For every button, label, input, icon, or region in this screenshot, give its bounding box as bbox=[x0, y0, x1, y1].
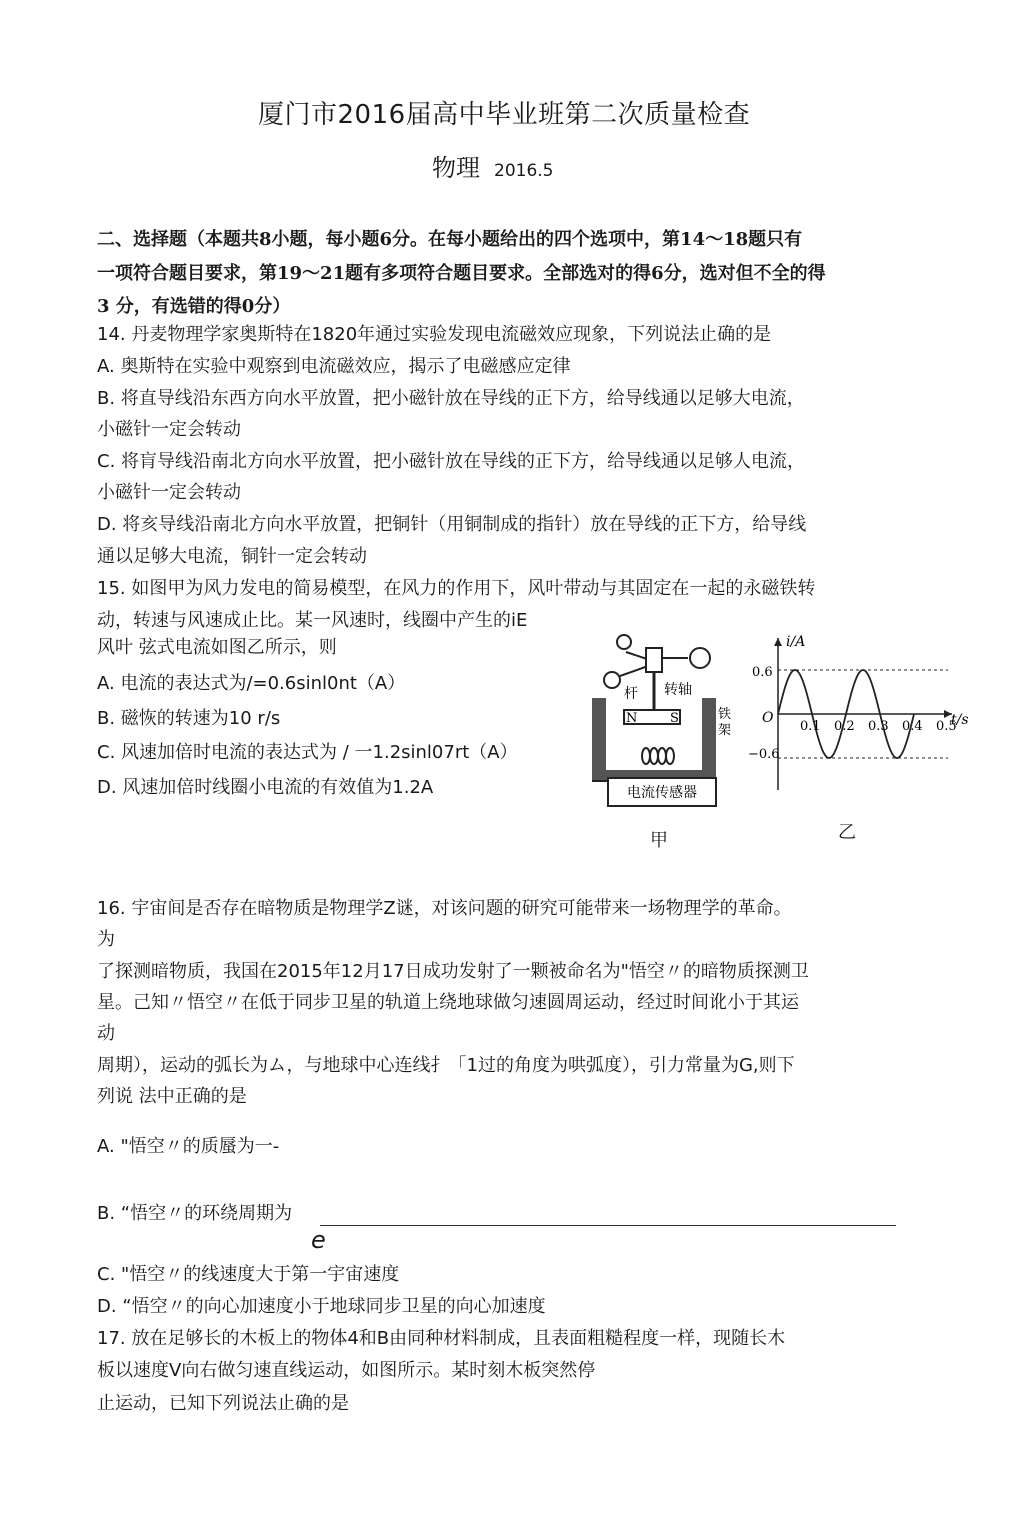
q16-line2: 为 bbox=[97, 929, 115, 950]
label-s: S bbox=[670, 711, 679, 726]
q14-option-a: A. 奥斯特在实验中观察到电流磁效应，揭示了电磁感应定律 bbox=[97, 356, 571, 377]
q16-b-symbol: e bbox=[311, 1226, 326, 1254]
chart-ytick-neg: −0.6 bbox=[748, 747, 780, 762]
q14-stem: 14. 丹麦物理学家奥斯特在1820年通过实验发现电流磁效应现象，下列说法止确的是 bbox=[97, 324, 772, 345]
q17-line3: 止运动，已知下列说法止确的是 bbox=[97, 1393, 349, 1414]
q14-option-c-line1: C. 将肓导线沿南北方向水平放置，把小磁针放在导线的正下方，给导线通以足够人电流， bbox=[97, 451, 806, 472]
figure-jia-caption: 甲 bbox=[650, 830, 668, 851]
figure-yi-caption: 乙 bbox=[838, 822, 856, 843]
q16-option-c: C. "悟空〃的线速度大于第一宇宙速度 bbox=[97, 1264, 400, 1285]
chart-xtick-label: 0.1 bbox=[800, 719, 821, 734]
q15-stem-line1: 15. 如图甲为风力发电的简易模型，在风力的作用下，风叶带动与其固定在一起的永磁铁转 bbox=[97, 578, 816, 599]
chart-axes bbox=[774, 638, 952, 790]
q16-option-d: D. “悟空〃的向心加速度小于地球同步卫星的向心加速度 bbox=[97, 1296, 546, 1317]
chart-xtick-label: 0.5 bbox=[936, 719, 957, 734]
label-frame-2: 架 bbox=[718, 723, 732, 738]
label-shaft: 转轴 bbox=[664, 682, 692, 698]
figure-sine-current bbox=[746, 630, 971, 800]
coil-icon bbox=[642, 748, 674, 764]
q15-stem-line2: 动，转速与风速成止比。某一风速时，线圈中产生的iE bbox=[97, 610, 528, 631]
label-rod: 杆 bbox=[624, 686, 638, 702]
q14-option-d-line1: D. 将亥导线沿南北方向水平放置，把铜针（用铜制成的指针）放在导线的正下方，给导线 bbox=[97, 514, 807, 535]
label-frame-1: 铁 bbox=[718, 707, 732, 722]
q16-line6: 周期），运动的弧长为ム，与地球中心连线扌「1过的角度为哄弧度），引力常量为G,则下 bbox=[97, 1055, 795, 1076]
chart-ylabel: i/A bbox=[786, 634, 806, 650]
q16-option-b: B. “悟空〃的环绕周期为 bbox=[97, 1203, 293, 1224]
figure-wind-generator bbox=[590, 628, 740, 808]
exam-date: 2016.5 bbox=[494, 161, 554, 181]
q14-option-b-line2: 小磁针一定会转动 bbox=[97, 419, 241, 440]
q15-option-b: B. 磁恢的转速为10 r/s bbox=[97, 708, 281, 729]
q16-line3: 了探测暗物质，我国在2015年12月17日成功发射了一颗被命名为"悟空〃的暗物质探测卫 bbox=[97, 961, 809, 982]
q14-option-b-line1: B. 将直导线沿东西方向水平放置，把小磁针放在导线的正下方，给导线通以足够大电流， bbox=[97, 388, 805, 409]
exam-subject bbox=[432, 148, 553, 183]
subject-name: 物理 bbox=[432, 154, 480, 182]
q17-line1: 17. 放在足够长的木板上的物体4和B由同种材料制成，且表面粗糙程度一样，现随长木 bbox=[97, 1328, 786, 1349]
q15-option-a: A. 电流的表达式为/=0.6sinl0nt（A） bbox=[97, 673, 406, 694]
q16-line7: 列说 法中正确的是 bbox=[97, 1086, 247, 1107]
q14-option-d-line2: 通以足够大电流，铜针一定会转动 bbox=[97, 546, 367, 567]
chart-xtick-label: 0.2 bbox=[834, 719, 855, 734]
exam-title: 厦门市2016届高中毕业班第二次质量检查 bbox=[258, 100, 751, 130]
label-n: N bbox=[626, 711, 638, 726]
chart-origin: O bbox=[762, 710, 774, 726]
q15-stem-line3: 风叶 弦式电流如图乙所示，则 bbox=[97, 637, 337, 658]
q16-line5: 动 bbox=[97, 1023, 115, 1044]
q15-option-d: D. 风速加倍时线圈小电流的有效值为1.2A bbox=[97, 777, 434, 798]
chart-xlabel: t/s bbox=[951, 712, 969, 728]
q16-option-a: A. "悟空〃的质蜃为一- bbox=[97, 1136, 280, 1157]
section-line-2: 一项符合题目要求，第19～21题有多项符合题目要求。全部选对的得6分，选对但不全的得 bbox=[97, 263, 826, 284]
chart-xtick-label: 0.3 bbox=[868, 719, 889, 734]
chart-ytick-pos: 0.6 bbox=[752, 665, 773, 680]
section-line-3: 3 分，有选错的得0分） bbox=[97, 296, 291, 317]
q17-line2: 板以速度V向右做匀速直线运动，如图所示。某时刻木板突然停 bbox=[97, 1360, 596, 1381]
q15-option-c: C. 风速加倍时电流的表达式为 / 一1.2sinl07rt（A） bbox=[97, 742, 518, 763]
q16-b-fraction-line bbox=[320, 1225, 896, 1226]
chart-xtick-label: 0.4 bbox=[902, 719, 923, 734]
q16-line4: 星。己知〃悟空〃在低于同步卫星的轨道上绕地球做匀速圆周运动，经过时间讹小于其运 bbox=[97, 992, 799, 1013]
q16-line1: 16. 宇宙间是否存在暗物质是物理学Z谜，对该问题的研究可能带来一场物理学的革命。 bbox=[97, 898, 792, 919]
q14-option-c-line2: 小磁针一定会转动 bbox=[97, 482, 241, 503]
label-sensor: 电流传感器 bbox=[627, 785, 697, 801]
section-line-1: 二、选择题（本题共8小题，每小题6分。在每小题给出的四个选项中，第14～18题只有 bbox=[97, 229, 803, 250]
label-magnet: 磁铁 bbox=[608, 729, 635, 744]
